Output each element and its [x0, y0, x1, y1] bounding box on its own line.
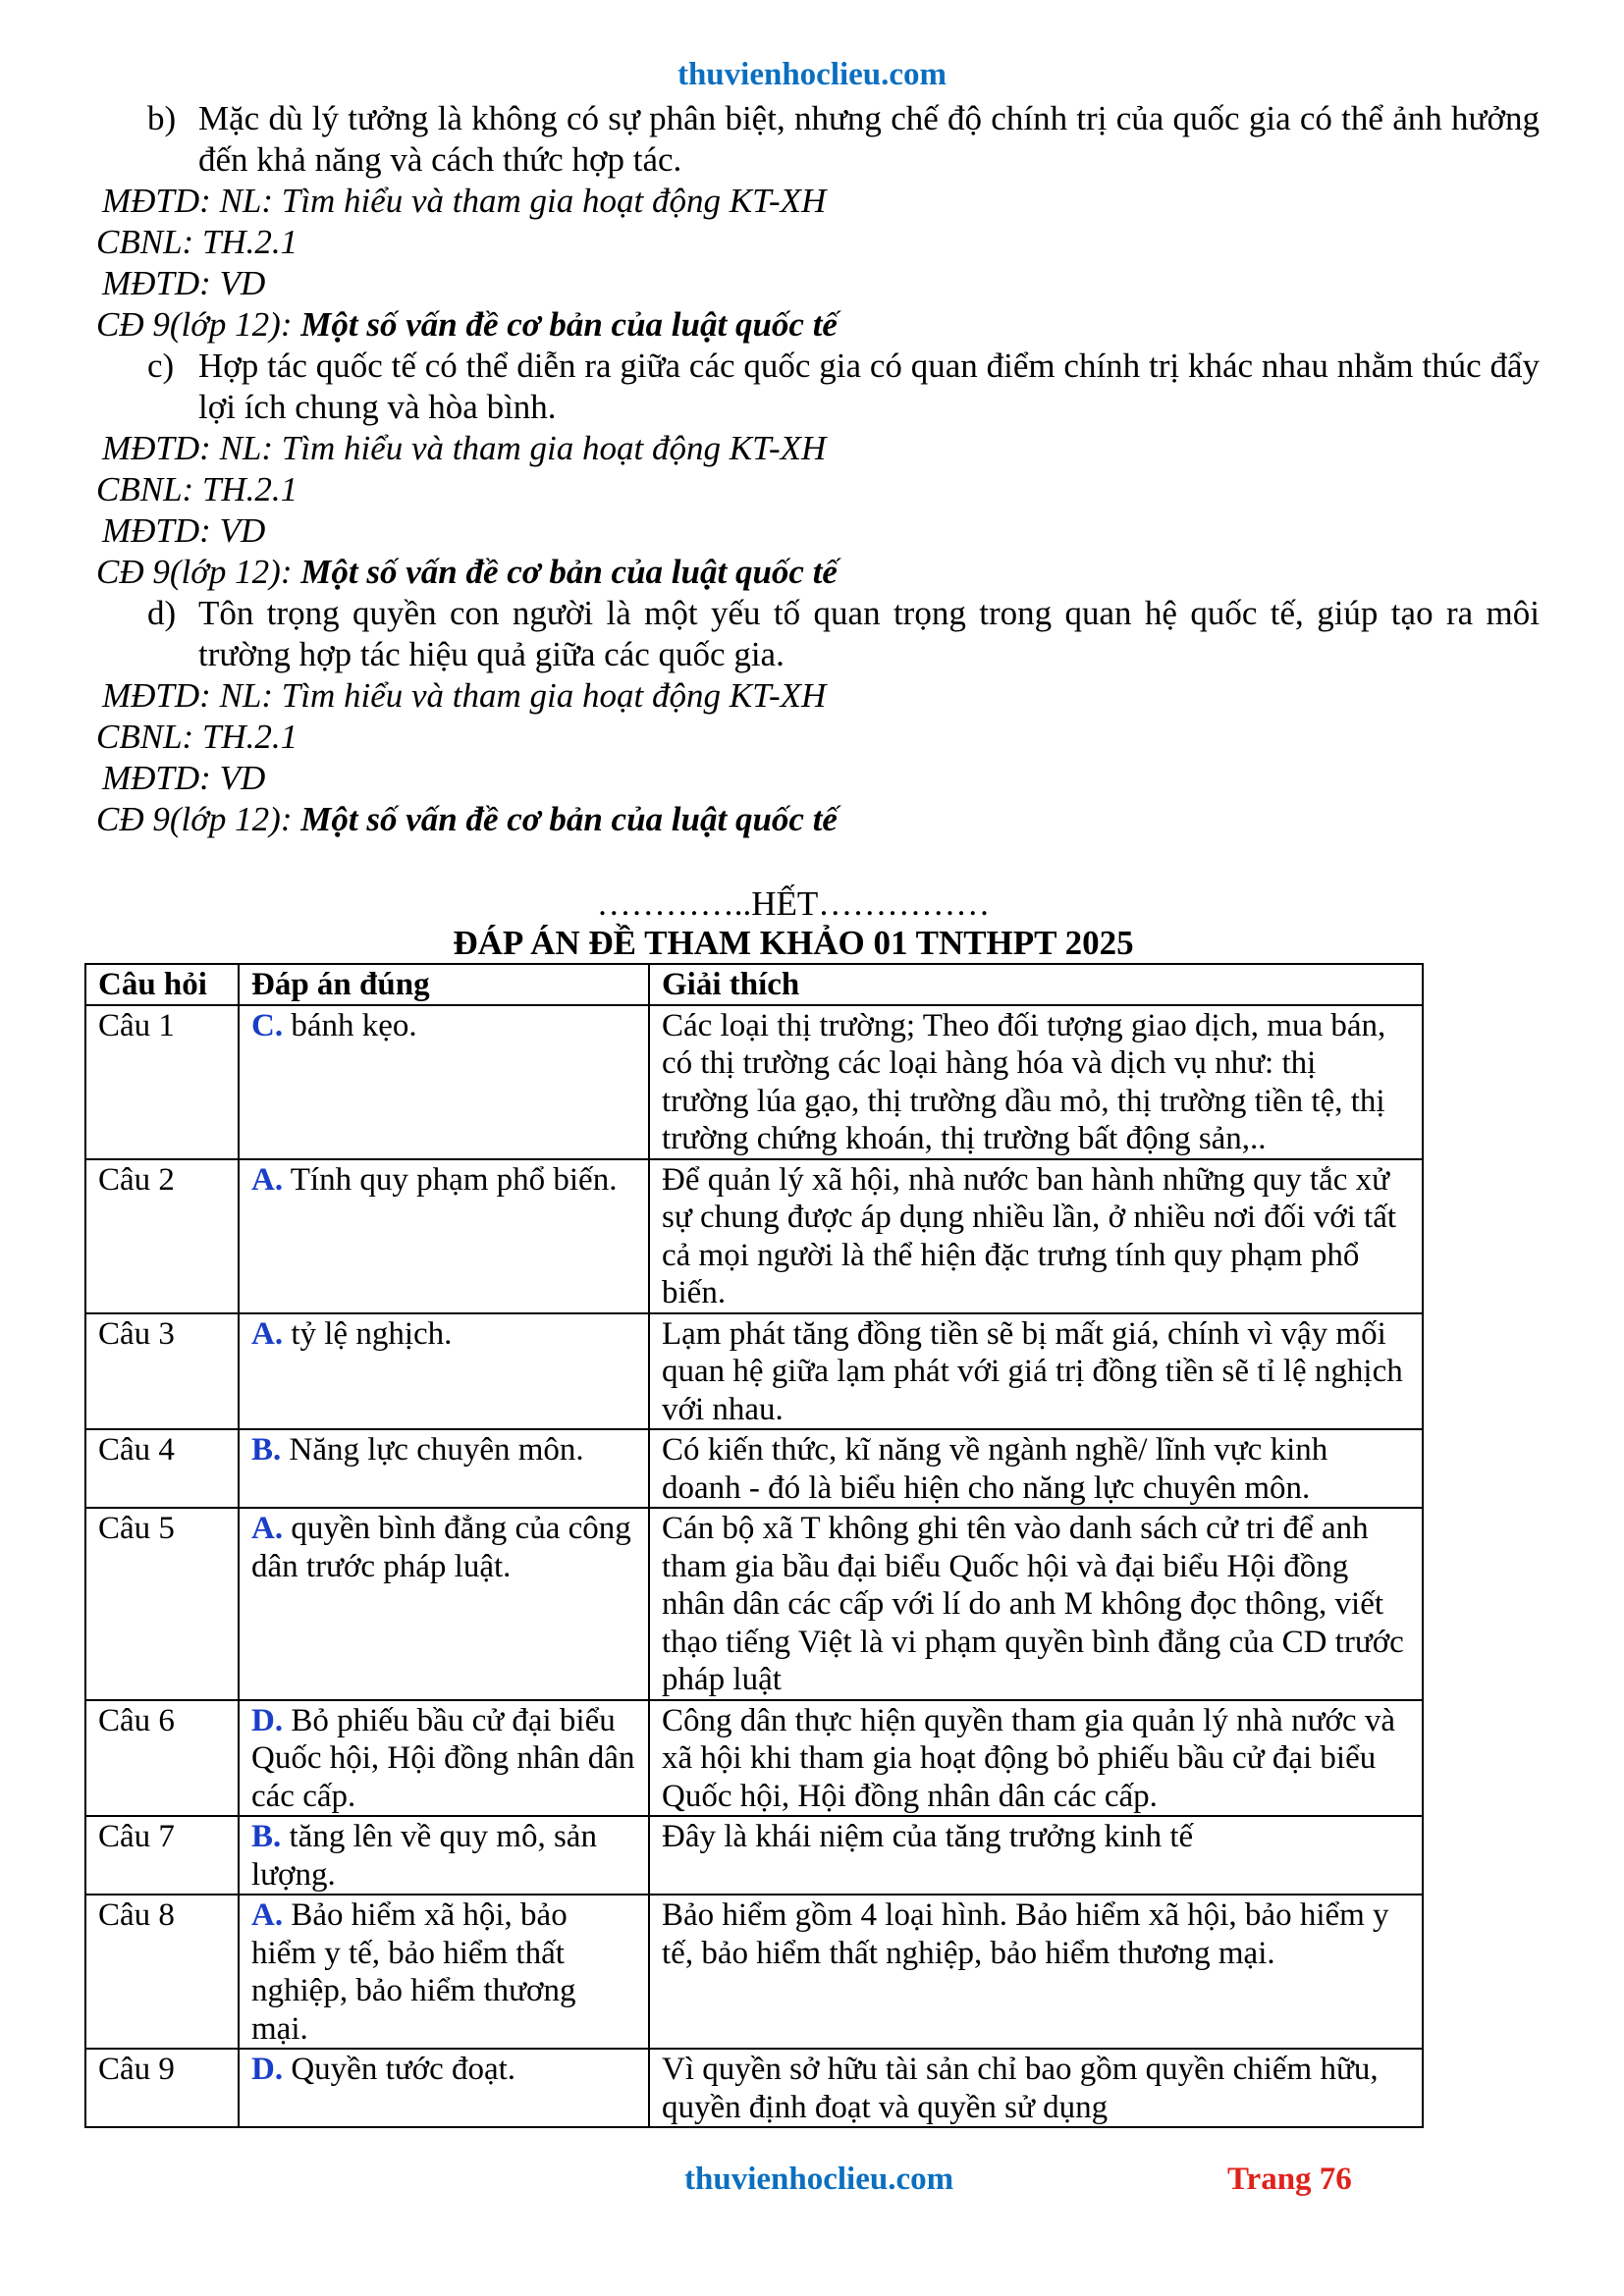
footer-site-name: thuvienhoclieu.com	[684, 2162, 954, 2197]
answer-text: Bảo hiểm xã hội, bảo hiểm y tế, bảo hiểm thất nghiệp, bảo hiểm thương mại.	[251, 1897, 576, 2047]
table-row	[85, 1005, 1423, 1159]
answer-letter: D.	[251, 1702, 284, 1738]
answer-letter: C.	[251, 1007, 284, 1043]
statement-text: Hợp tác quốc tế có thể diễn ra giữa các quốc gia có quan điểm chính trị khác nhau nhằm thúc đẩy lợi ích chung và hòa bình.	[198, 347, 1540, 426]
answer-text: Năng lực chuyên môn.	[281, 1432, 584, 1468]
statements-section	[96, 98, 1540, 964]
answer-text: tỷ lệ nghịch.	[283, 1315, 453, 1352]
header-answer: Đáp án đúng	[239, 964, 649, 1005]
answer-text: Bỏ phiếu bầu cử đại biểu Quốc hội, Hội đồng nhân dân các cấp.	[251, 1702, 635, 1814]
answer-text: quyền bình đẳng của công dân trước pháp luật.	[251, 1511, 631, 1584]
topic-prefix: CĐ 9(lớp 12):	[96, 800, 301, 838]
correct-answer	[239, 1005, 649, 1159]
question-number: Câu 1	[85, 1005, 239, 1159]
table-row	[85, 1895, 1423, 2049]
answer-text: bánh kẹo.	[283, 1007, 417, 1043]
correct-answer	[239, 1508, 649, 1700]
statement-label: d)	[147, 594, 177, 632]
topic-title: Một số vấn đề cơ bản của luật quốc tế	[300, 305, 838, 344]
answer-text: Quyền tước đoạt.	[283, 2052, 516, 2087]
question-number: Câu 6	[85, 1700, 239, 1817]
correct-answer	[239, 1313, 649, 1430]
question-number: Câu 8	[85, 1895, 239, 2049]
topic-line	[96, 552, 1540, 593]
table-row	[85, 2049, 1423, 2127]
cbnl: CBNL: TH.2.1	[96, 470, 298, 508]
topic-line	[96, 304, 1540, 346]
statement-text: Mặc dù lý tưởng là không có sự phân biệt, nhưng chế độ chính trị của quốc gia có thể ảnh hưởng đến khả năng và cách thức hợp tác.	[198, 99, 1540, 179]
answer-letter: D.	[251, 2052, 284, 2087]
statement-d	[147, 593, 1540, 675]
table-row	[85, 1313, 1423, 1430]
topic-title: Một số vấn đề cơ bản của luật quốc tế	[300, 553, 838, 591]
question-number: Câu 3	[85, 1313, 239, 1430]
explanation: Công dân thực hiện quyền tham gia quản lý nhà nước và xã hội khi tham gia hoạt động bỏ phiếu bầu cử đại biểu Quốc hội, Hội đồng nhân dân các cấp.	[649, 1700, 1423, 1817]
explanation: Vì quyền sở hữu tài sản chỉ bao gồm quyền chiếm hữu, quyền định đoạt và quyền sử dụng	[649, 2049, 1423, 2127]
table-row	[85, 1816, 1423, 1895]
page-number: Trang 76	[1227, 2162, 1352, 2197]
explanation: Các loại thị trường; Theo đối tượng giao dịch, mua bán, có thị trường các loại hàng hóa và dịch vụ như: thị trường lúa gạo, thị trường dầu mỏ, thị trường tiền tệ, thị trường chứng khoán, thị trường bất động sản,..	[649, 1005, 1423, 1159]
answer-letter: A.	[251, 1897, 284, 1933]
topic-prefix: CĐ 9(lớp 12):	[96, 305, 301, 344]
cbnl: CBNL: TH.2.1	[96, 223, 298, 261]
table-header-row	[85, 964, 1423, 1005]
answer-letter: A.	[251, 1315, 284, 1352]
answer-letter: B.	[251, 1819, 282, 1854]
explanation: Bảo hiểm gồm 4 loại hình. Bảo hiểm xã hội, bảo hiểm y tế, bảo hiểm thất nghiệp, bảo hiểm thương mại.	[649, 1895, 1423, 2049]
explanation: Để quản lý xã hội, nhà nước ban hành những quy tắc xử sự chung được áp dụng nhiều lần, ở nhiều nơi đối với tất cả mọi người là thể hiện đặc trưng tính quy phạm phổ biến.	[649, 1159, 1423, 1313]
topic-line	[96, 799, 1540, 840]
cbnl: CBNL: TH.2.1	[96, 718, 298, 756]
statement-b	[147, 98, 1540, 181]
header-explanation: Giải thích	[649, 964, 1423, 1005]
explanation: Lạm phát tăng đồng tiền sẽ bị mất giá, chính vì vậy mối quan hệ giữa lạm phát với giá trị đồng tiền sẽ tỉ lệ nghịch với nhau.	[649, 1313, 1423, 1430]
explanation: Có kiến thức, kĩ năng về ngành nghề/ lĩnh vực kinh doanh - đó là biểu hiện cho năng lực chuyên môn.	[649, 1429, 1423, 1508]
answer-letter: A.	[251, 1161, 284, 1198]
correct-answer	[239, 1429, 649, 1508]
correct-answer	[239, 1816, 649, 1895]
statement-text: Tôn trọng quyền con người là một yếu tố quan trọng trong quan hệ quốc tế, giúp tạo ra môi trường hợp tác hiệu quả giữa các quốc gia.	[198, 594, 1540, 673]
correct-answer	[239, 1159, 649, 1313]
correct-answer	[239, 1895, 649, 2049]
question-number: Câu 7	[85, 1816, 239, 1895]
mdtd-nl: MĐTD: NL: Tìm hiểu và tham gia hoạt động KT-XH	[102, 182, 827, 220]
question-number: Câu 2	[85, 1159, 239, 1313]
question-number: Câu 9	[85, 2049, 239, 2127]
mdtd-level: MĐTD: VD	[102, 511, 266, 550]
topic-title: Một số vấn đề cơ bản của luật quốc tế	[300, 800, 838, 838]
table-row	[85, 1429, 1423, 1508]
end-marker: …………..HẾT……………	[596, 884, 991, 923]
mdtd-level: MĐTD: VD	[102, 264, 266, 302]
correct-answer	[239, 1700, 649, 1817]
table-row	[85, 1700, 1423, 1817]
statement-c	[147, 346, 1540, 428]
table-row	[85, 1508, 1423, 1700]
topic-prefix: CĐ 9(lớp 12):	[96, 553, 301, 591]
answer-table	[84, 963, 1424, 2128]
answer-letter: B.	[251, 1432, 282, 1468]
answer-letter: A.	[251, 1511, 284, 1546]
question-number: Câu 4	[85, 1429, 239, 1508]
answer-key-title: ĐÁP ÁN ĐỀ THAM KHẢO 01 TNTHPT 2025	[453, 924, 1134, 962]
correct-answer	[239, 2049, 649, 2127]
header-site-name: thuvienhoclieu.com	[677, 57, 947, 92]
header-question: Câu hỏi	[85, 964, 239, 1005]
question-number: Câu 5	[85, 1508, 239, 1700]
statement-label: b)	[147, 99, 177, 137]
explanation: Đây là khái niệm của tăng trưởng kinh tế	[649, 1816, 1423, 1895]
mdtd-nl: MĐTD: NL: Tìm hiểu và tham gia hoạt động KT-XH	[102, 429, 827, 467]
statement-label: c)	[147, 347, 175, 385]
table-row	[85, 1159, 1423, 1313]
explanation: Cán bộ xã T không ghi tên vào danh sách cử tri để anh tham gia bầu đại biểu Quốc hội và đại biểu Hội đồng nhân dân các cấp với lí do anh M không đọc thông, viết thạo tiếng Việt là vi phạm quyền bình đẳng của CD trước pháp luật	[649, 1508, 1423, 1700]
answer-text: tăng lên về quy mô, sản lượng.	[251, 1819, 597, 1893]
answer-text: Tính quy phạm phổ biến.	[283, 1161, 618, 1198]
mdtd-level: MĐTD: VD	[102, 759, 266, 797]
mdtd-nl: MĐTD: NL: Tìm hiểu và tham gia hoạt động KT-XH	[102, 676, 827, 715]
